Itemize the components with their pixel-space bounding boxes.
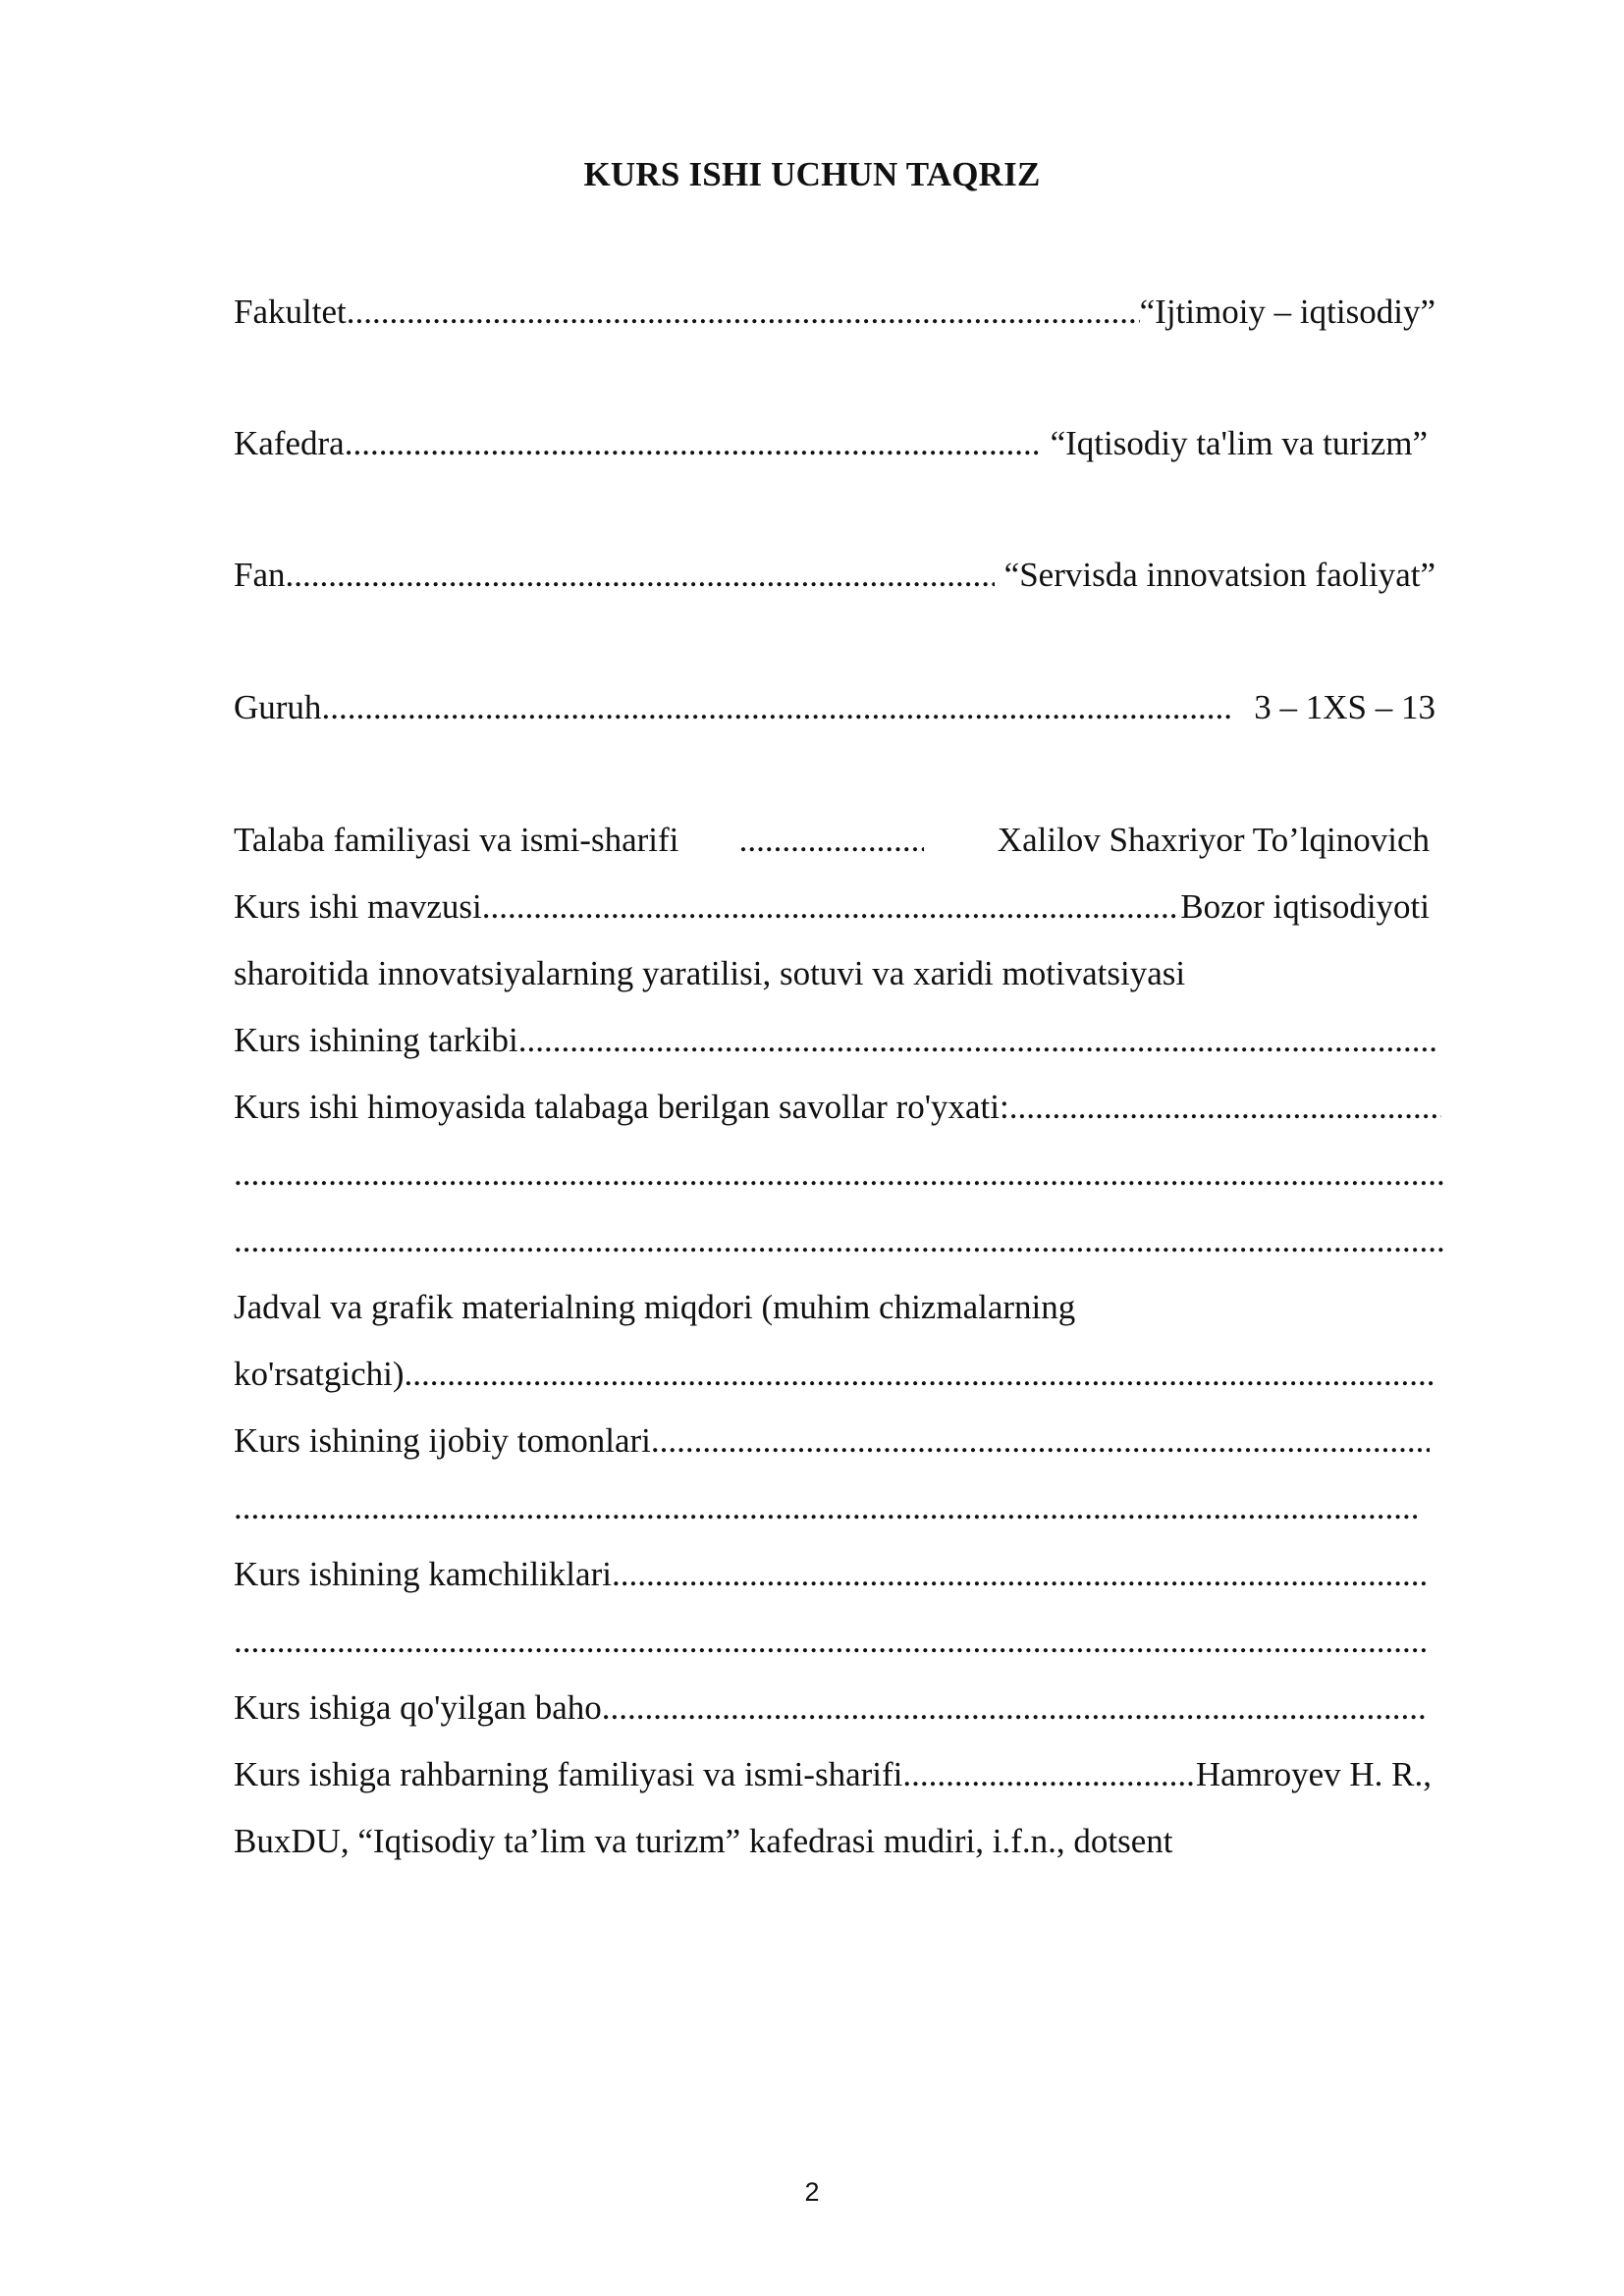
jadval-continuation: ko'rsatgichi) [234, 1355, 405, 1393]
fan-label: Fan [234, 556, 286, 594]
dot-leader [286, 556, 995, 595]
mavzu-value: Bozor iqtisodiyoti [1180, 887, 1430, 926]
fan-value: “Servisda innovatsion faoliyat” [1003, 556, 1435, 594]
savollar-label: Kurs ishi himoyasida talabaga berilgan savollar ro'yxati: [234, 1088, 1009, 1126]
dot-leader [902, 1755, 1196, 1794]
rahbar-value: Hamroyev H. R., [1195, 1755, 1432, 1793]
ijobiy-row [234, 1421, 1430, 1461]
tarkibi-row [234, 1021, 1439, 1060]
dot-leader [612, 1555, 1428, 1594]
kafedra-row [234, 424, 1428, 463]
fakultet-row [234, 293, 1435, 332]
dot-leader [739, 821, 924, 860]
talaba-value: Xalilov Shaxriyor To’lqinovich [997, 821, 1430, 859]
rahbar-label: Kurs ishiga rahbarning familiyasi va ismi-sharifi [234, 1755, 903, 1793]
jadval-continuation-row [234, 1355, 1434, 1394]
fakultet-label: Fakultet [234, 293, 347, 331]
tarkibi-label: Kurs ishining tarkibi [234, 1021, 518, 1059]
dot-leader [482, 887, 1180, 927]
baho-label: Kurs ishiga qo'yilgan baho [234, 1688, 602, 1727]
page-number: 2 [804, 2177, 820, 2207]
kafedra-value: “Iqtisodiy ta'lim va turizm” [1050, 424, 1428, 462]
fan-row [234, 556, 1435, 595]
dot-leader [518, 1021, 1439, 1060]
kamchiliklar-row [234, 1555, 1428, 1594]
talaba-label: Talaba familiyasi va ismi-sharifi [234, 821, 679, 859]
dot-leader [347, 293, 1140, 332]
guruh-row [234, 688, 1435, 727]
savollar-row [234, 1088, 1441, 1127]
talaba-row [234, 821, 1430, 860]
rahbar-row [234, 1755, 1432, 1794]
guruh-label: Guruh [234, 688, 322, 726]
kafedra-label: Kafedra [234, 424, 345, 462]
dot-leader [1009, 1088, 1441, 1127]
ijobiy-label: Kurs ishining ijobiy tomonlari [234, 1421, 651, 1460]
dot-leader [404, 1355, 1434, 1394]
mavzu-row [234, 887, 1430, 927]
baho-row [234, 1688, 1426, 1728]
kamchiliklar-label: Kurs ishining kamchiliklari [234, 1555, 612, 1593]
mavzu-label: Kurs ishi mavzusi [234, 887, 482, 926]
mavzu-continuation: sharoitida innovatsiyalarning yaratilisi, sotuvi va xaridi motivatsiyasi [234, 954, 1186, 992]
fakultet-value: “Ijtimoiy – iqtisodiy” [1139, 293, 1435, 331]
blank-dotted-line [234, 1622, 1426, 1661]
dot-leader [602, 1688, 1426, 1728]
dot-leader [321, 688, 1232, 727]
blank-dotted-line [234, 1221, 1443, 1260]
blank-dotted-line [234, 1154, 1443, 1194]
document-title: KURS ISHI UCHUN TAQRIZ [583, 155, 1041, 193]
dot-leader [345, 424, 1041, 463]
guruh-value: 3 – 1XS – 13 [1254, 688, 1435, 726]
jadval-label: Jadval va grafik materialning miqdori (muhim chizmalarning [234, 1288, 1076, 1326]
rahbar-continuation: BuxDU, “Iqtisodiy ta’lim va turizm” kafedrasi mudiri, i.f.n., dotsent [234, 1822, 1173, 1860]
blank-dotted-line [234, 1488, 1418, 1527]
dot-leader [651, 1421, 1430, 1461]
